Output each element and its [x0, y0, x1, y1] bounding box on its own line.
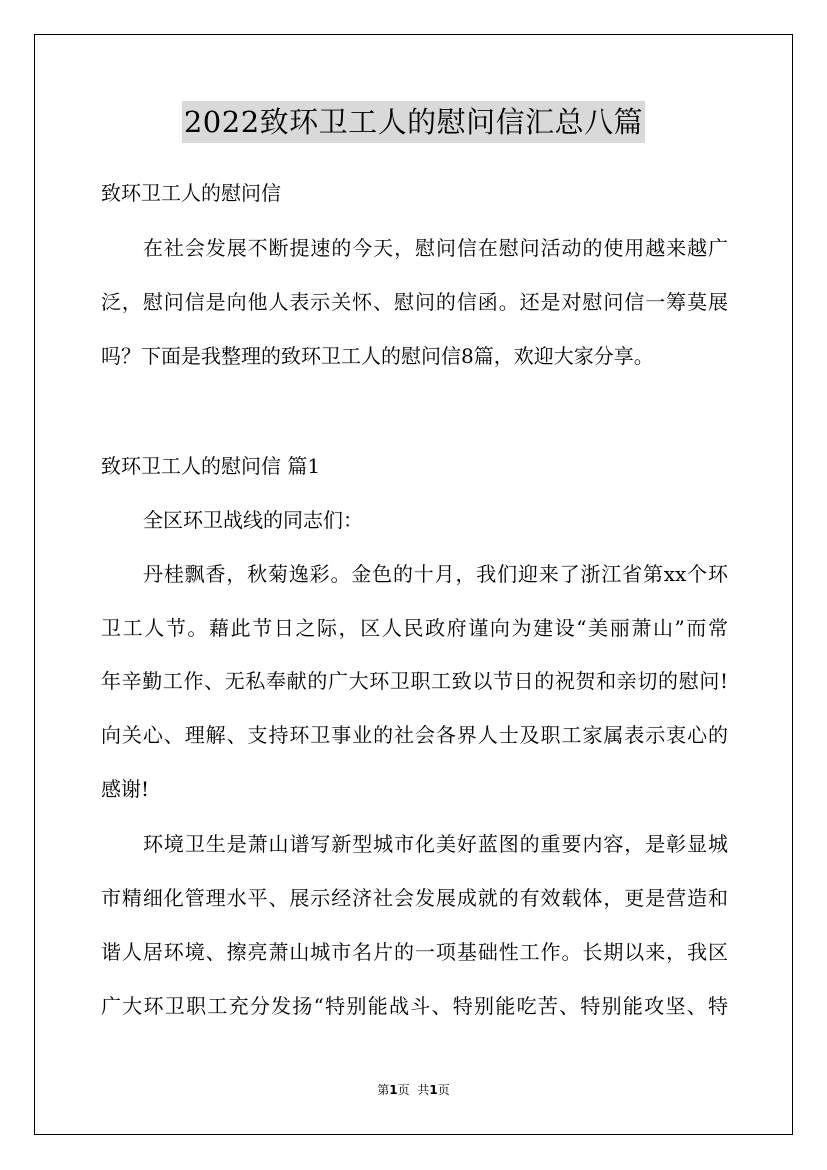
intro-line-3: 吗？下面是我整理的致环卫工人的慰问信8篇，欢迎大家分享。 — [101, 344, 654, 368]
paragraph1-line-4: 向关心、理解、支持环卫事业的社会各界人士及职工家属表示衷心的 — [101, 723, 728, 747]
paragraph2-line-4: 广大环卫职工充分发扬“特别能战斗、特别能吃苦、特别能攻坚、特 — [101, 994, 728, 1018]
paragraph1-line-3: 年辛勤工作、无私奉献的广大环卫职工致以节日的祝贺和亲切的慰问! — [101, 669, 728, 693]
section-heading: 致环卫工人的慰问信 — [101, 181, 281, 205]
footer-page-prefix: 第 — [377, 1083, 390, 1097]
paragraph2-line-2: 市精细化管理水平、展示经济社会发展成就的有效载体，更是营造和 — [101, 886, 728, 910]
article-heading: 致环卫工人的慰问信 篇1 — [101, 454, 321, 478]
footer-page-number: 1 — [389, 1083, 398, 1097]
salutation: 全区环卫战线的同志们： — [143, 508, 363, 532]
paragraph1-line-2: 卫工人节。藉此节日之际，区人民政府谨向为建设“美丽萧山”而常 — [101, 616, 728, 640]
paragraph1-line-1: 丹桂飘香，秋菊逸彩。金色的十月，我们迎来了浙江省第xx个环 — [143, 562, 728, 586]
intro-line-2: 泛，慰问信是向他人表示关怀、慰问的信函。还是对慰问信一筹莫展 — [101, 290, 728, 314]
footer-total-pages: 1 — [429, 1083, 438, 1097]
intro-line-1: 在社会发展不断提速的今天，慰问信在慰问活动的使用越来越广 — [143, 236, 728, 260]
footer-total-suffix: 页 — [437, 1083, 450, 1097]
document-title: 2022致环卫工人的慰问信汇总八篇 — [182, 101, 645, 143]
footer-page-suffix: 页 — [397, 1083, 410, 1097]
footer-total-prefix: 共 — [417, 1083, 430, 1097]
paragraph2-line-1: 环境卫生是萧山谱写新型城市化美好蓝图的重要内容，是彰显城 — [143, 832, 728, 856]
paragraph2-line-3: 谐人居环境、擦亮萧山城市名片的一项基础性工作。长期以来，我区 — [101, 940, 728, 964]
page-footer — [0, 1082, 827, 1098]
paragraph1-line-5: 感谢! — [101, 777, 150, 801]
title-wrap — [0, 101, 827, 143]
